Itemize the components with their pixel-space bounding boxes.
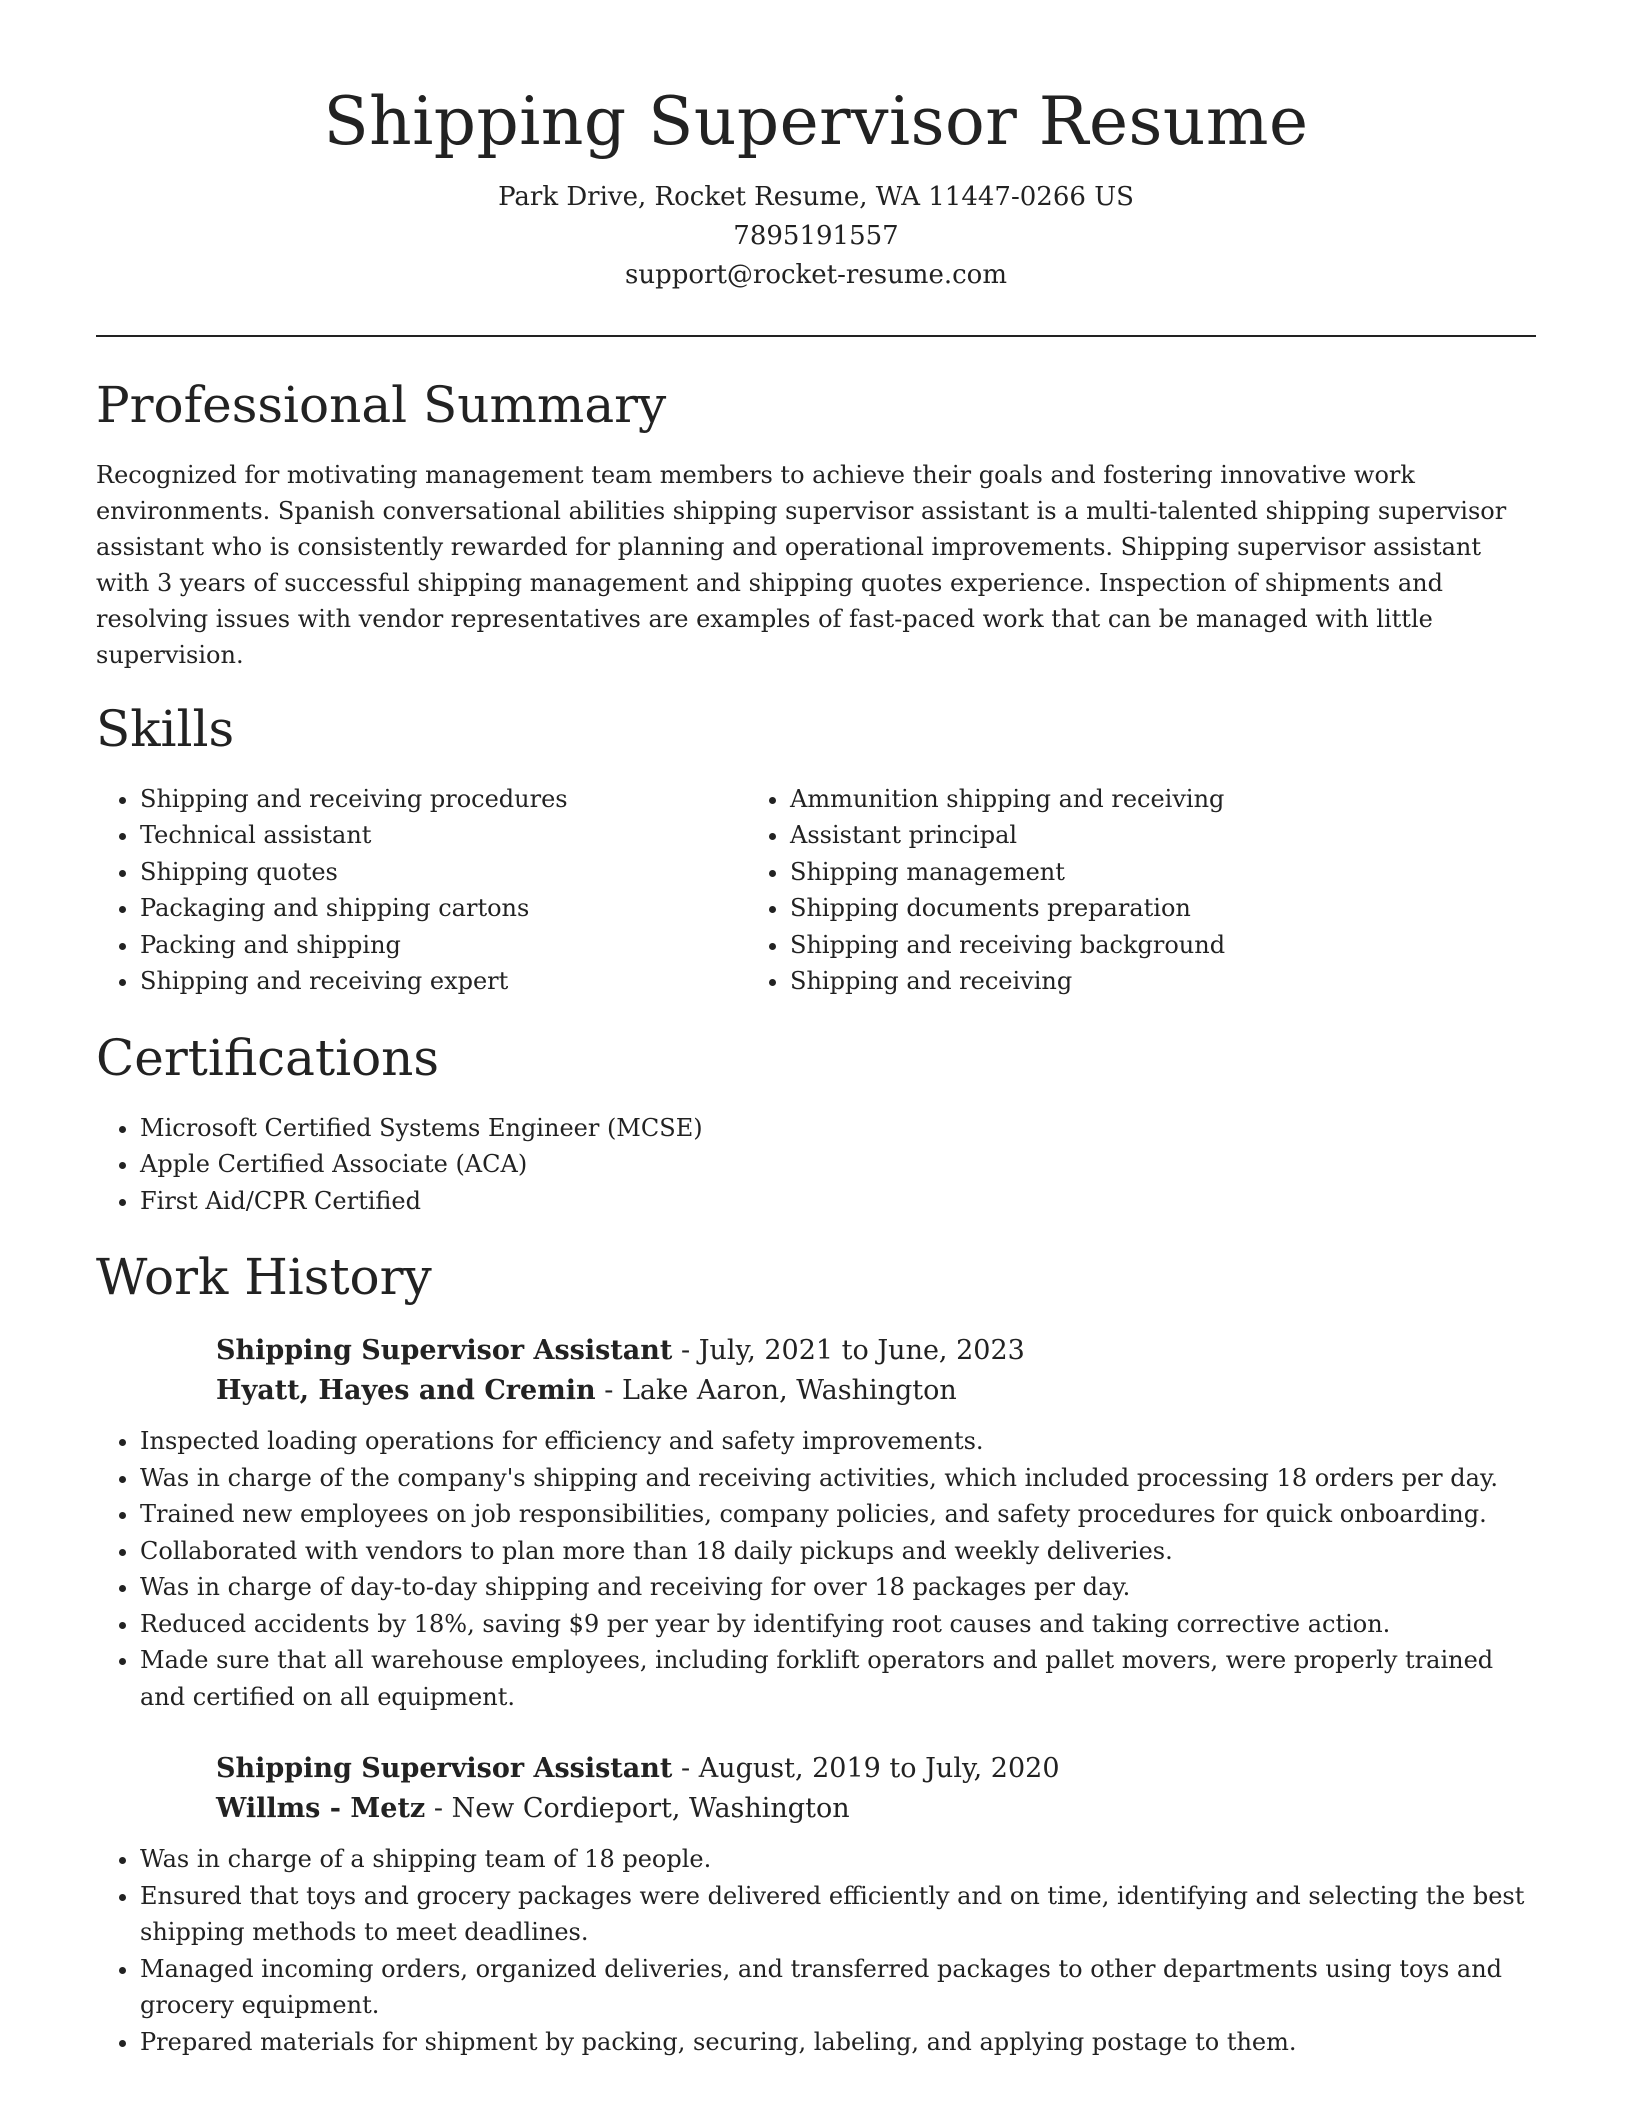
job-bullet: • Made sure that all warehouse employees, including forklift operators and pallet movers, were properly trained and certified on all equipment. xyxy=(140,1642,1536,1715)
certification-item: • Microsoft Certified Systems Engineer (MCSE) xyxy=(140,1110,1536,1147)
skills-list-right xyxy=(746,781,1536,1000)
skills-list-left xyxy=(96,781,746,1000)
skill-item: • Shipping quotes xyxy=(140,854,746,891)
job-bullet: • Ensured that toys and grocery packages were delivered efficiently and on time, identifying and selecting the best shipping methods to meet deadlines. xyxy=(140,1878,1536,1951)
skill-item: • Packing and shipping xyxy=(140,927,746,964)
skill-item: • Shipping management xyxy=(790,854,1536,891)
job-bullet: • Was in charge of day-to-day shipping and receiving for over 18 packages per day. xyxy=(140,1569,1536,1606)
skills-heading: Skills xyxy=(96,699,235,758)
contact-address: Park Drive, Rocket Resume, WA 11447-0266 US xyxy=(498,181,1134,212)
certifications-heading: Certifications xyxy=(96,1028,440,1087)
certifications-list xyxy=(96,1110,1536,1220)
job-title: Shipping Supervisor Assistant xyxy=(216,1753,673,1785)
work-history-heading: Work History xyxy=(96,1248,432,1307)
job-bullet: • Trained new employees on job responsibilities, company policies, and safety procedures for quick onboarding. xyxy=(140,1496,1536,1533)
job-bullet: • Inspected loading operations for efficiency and safety improvements. xyxy=(140,1423,1536,1460)
skills-section xyxy=(96,699,1536,1000)
job-bullets xyxy=(96,1841,1536,2060)
job-company: Hyatt, Hayes and Cremin xyxy=(216,1375,596,1407)
skill-item: • Assistant principal xyxy=(790,817,1536,854)
job-entry xyxy=(216,1749,1536,1829)
job-bullet: • Managed incoming orders, organized deliveries, and transferred packages to other departments using toys and grocery equipment. xyxy=(140,1951,1536,2024)
resume-header xyxy=(96,0,1536,295)
job-title-line: Shipping Supervisor Assistant - August, 2019 to July, 2020 xyxy=(216,1753,1060,1785)
job-company-line: Hyatt, Hayes and Cremin - Lake Aaron, Washington xyxy=(216,1375,957,1407)
job-entry xyxy=(216,1331,1536,1411)
skill-item: • Ammunition shipping and receiving xyxy=(790,781,1536,818)
job-title: Shipping Supervisor Assistant xyxy=(216,1335,673,1367)
job-location: New Cordieport, Washington xyxy=(451,1793,850,1825)
skill-item: • Shipping and receiving background xyxy=(790,927,1536,964)
skills-grid xyxy=(96,781,1536,1000)
job-dates: July, 2021 to June, 2023 xyxy=(698,1335,1025,1367)
job-location: Lake Aaron, Washington xyxy=(621,1375,957,1407)
skill-item: • Technical assistant xyxy=(140,817,746,854)
certifications-section xyxy=(96,1028,1536,1220)
job-title-line: Shipping Supervisor Assistant - July, 2021 to June, 2023 xyxy=(216,1335,1025,1367)
certification-item: • Apple Certified Associate (ACA) xyxy=(140,1146,1536,1183)
skill-item: • Packaging and shipping cartons xyxy=(140,890,746,927)
job-bullets xyxy=(96,1423,1536,1715)
contact-email: support@rocket-resume.com xyxy=(624,259,1007,290)
skill-item: • Shipping documents preparation xyxy=(790,890,1536,927)
header-divider xyxy=(96,335,1536,337)
job-bullet: • Was in charge of the company's shipping and receiving activities, which included processing 18 orders per day. xyxy=(140,1460,1536,1497)
job-company: Willms - Metz xyxy=(216,1793,426,1825)
summary-heading: Professional Summary xyxy=(96,375,667,434)
skill-item: • Shipping and receiving expert xyxy=(140,963,746,1000)
work-history-section xyxy=(96,1247,1536,2060)
job-bullet: • Prepared materials for shipment by packing, securing, labeling, and applying postage to them. xyxy=(140,2024,1536,2061)
summary-section xyxy=(96,375,1536,673)
summary-text: Recognized for motivating management team members to achieve their goals and fostering innovative work environments. Spanish conversational abilities shipping supervisor assistant is a multi-talented shipping supervisor assistant who is consistently rewarded for planning and operational improvements. Shipping supervisor assistant with 3 years of successful shipping management and shipping quotes experience. Inspection of shipments and resolving issues with vendor representatives are examples of fast-paced work that can be managed with little supervision. xyxy=(96,460,1507,669)
skill-item: • Shipping and receiving procedures xyxy=(140,781,746,818)
contact-phone: 7895191557 xyxy=(733,220,899,251)
job-bullet: • Was in charge of a shipping team of 18 people. xyxy=(140,1841,1536,1878)
job-company-line: Willms - Metz - New Cordieport, Washington xyxy=(216,1793,850,1825)
job-bullet: • Reduced accidents by 18%, saving $9 per year by identifying root causes and taking corrective action. xyxy=(140,1606,1536,1643)
job-bullet: • Collaborated with vendors to plan more than 18 daily pickups and weekly deliveries. xyxy=(140,1533,1536,1570)
skill-item: • Shipping and receiving xyxy=(790,963,1536,1000)
resume-title: Shipping Supervisor Resume xyxy=(323,83,1309,160)
certification-item: • First Aid/CPR Certified xyxy=(140,1183,1536,1220)
job-dates: August, 2019 to July, 2020 xyxy=(698,1753,1060,1785)
